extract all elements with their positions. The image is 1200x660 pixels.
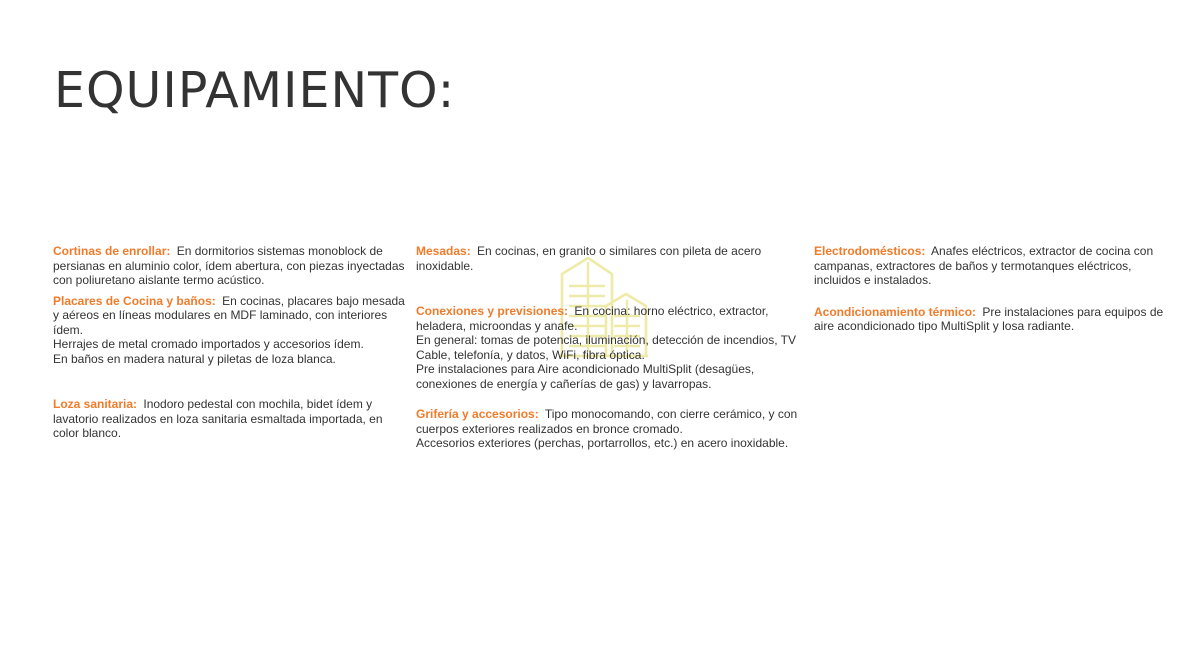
item-text: En dormitorios sistemas monoblock de persianas en aluminio color, ídem abertura, con piezas inyectadas con poliuretano aislante termo acústico. (53, 244, 405, 287)
item-extra-text: Herrajes de metal cromado importados y accesorios ídem. (53, 337, 364, 351)
item-griferia (416, 407, 804, 451)
equipment-column-1 (53, 244, 405, 441)
item-text: Pre instalaciones para equipos de aire acondicionado tipo MultiSplit y losa radiante. (814, 304, 1164, 333)
item-electrodomesticos (814, 244, 1174, 288)
item-label: Loza sanitaria: (53, 397, 138, 411)
item-label: Acondicionamiento térmico: (814, 304, 977, 319)
item-text: Tipo monocomando, con cierre cerámico, y con cuerpos exteriores realizados en bronce cromado. (416, 407, 798, 436)
item-label: Electrodomésticos: (814, 244, 926, 258)
item-text: En cocinas, placares bajo mesada y aéreos en líneas modulares en MDF laminado, con interiores ídem. (53, 293, 405, 337)
item-loza-sanitaria (53, 397, 405, 441)
item-extra-text: En baños en madera natural y piletas de loza blanca. (53, 351, 336, 366)
item-extra-text: Pre instalaciones para Aire acondicionado MultiSplit (desagües, conexiones de energía y cañerías de gas) y lavarropas. (416, 362, 755, 391)
item-text: Inodoro pedestal con mochila, bidet ídem y lavatorio realizados en loza sanitaria esmaltada importada, en color blanco. (53, 397, 383, 440)
item-label: Cortinas de enrollar: (53, 244, 171, 258)
item-text: En cocina: horno eléctrico, extractor, heladera, microondas y anafe. (416, 304, 769, 333)
item-extra-text: Accesorios exteriores (perchas, portarrollos, etc.) en acero inoxidable. (416, 436, 789, 450)
item-text: En cocinas, en granito o similares con pileta de acero inoxidable. (416, 244, 762, 273)
item-conexiones (416, 304, 804, 391)
page-title: EQUIPAMIENTO: (54, 62, 456, 119)
item-mesadas (416, 244, 804, 273)
item-label: Conexiones y previsiones: (416, 304, 569, 318)
equipment-column-2 (416, 244, 804, 451)
item-label: Placares de Cocina y baños: (53, 293, 216, 308)
item-text: Anafes eléctricos, extractor de cocina con campanas, extractores de baños y termotanques eléctricos, incluidos e instalados. (814, 244, 1154, 287)
item-label: Grifería y accesorios: (416, 407, 539, 421)
equipment-column-3 (814, 244, 1174, 334)
item-acondicionamiento (814, 305, 1174, 334)
item-cortinas (53, 244, 405, 288)
item-placares (53, 294, 405, 367)
item-extra-text: En general: tomas de potencia, iluminación, detección de incendios, TV Cable, telefonía, y datos, WiFi, fibra óptica. (416, 333, 797, 362)
item-label: Mesadas: (416, 244, 471, 258)
